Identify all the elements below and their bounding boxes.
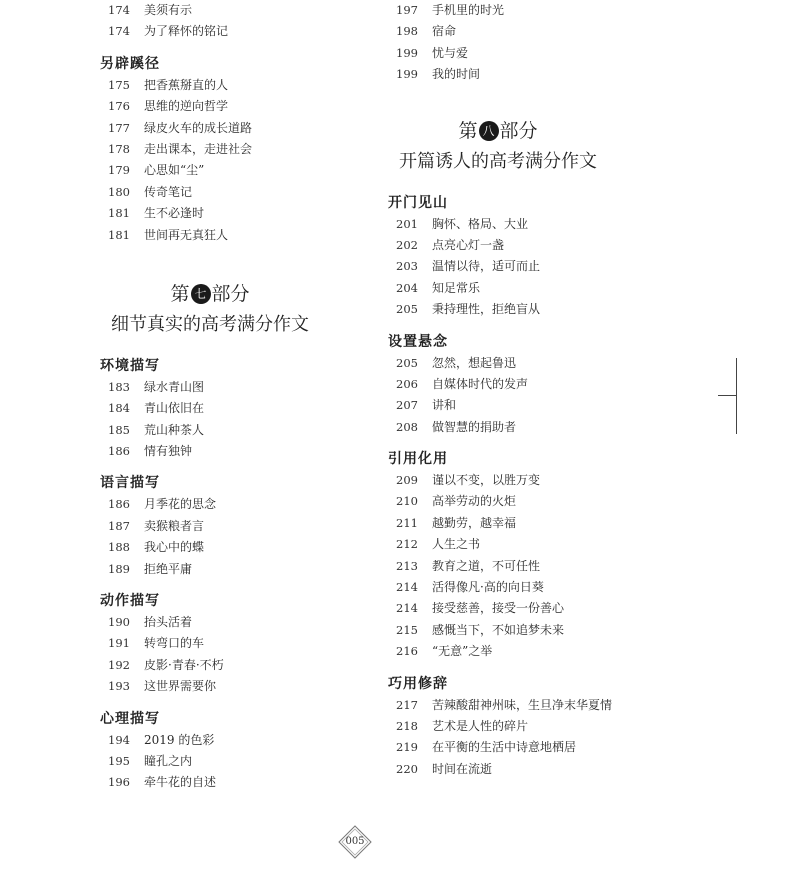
toc-title: 越勤劳，越幸福 [432, 515, 517, 530]
toc-page-number: 219 [396, 740, 418, 755]
toc-entry[interactable] [100, 225, 400, 246]
toc-page-number: 183 [108, 379, 130, 394]
section-heading: 环境描写 [100, 357, 160, 374]
toc-page-number: 187 [108, 518, 130, 533]
toc-title: 自媒体时代的发声 [432, 376, 529, 391]
toc-title: 绿水青山图 [144, 379, 205, 394]
toc-page-number: 195 [108, 753, 130, 768]
toc-title: 高举劳动的火炬 [432, 494, 517, 509]
toc-entry[interactable] [100, 655, 400, 676]
toc-page-number: 201 [396, 216, 418, 231]
toc-title: 谨以不变，以胜万变 [432, 473, 541, 488]
part-number-badge: 七 [191, 284, 211, 304]
toc-page-number: 204 [396, 280, 418, 295]
toc-title: 讲和 [432, 398, 457, 413]
toc-title: 绿皮火车的成长道路 [144, 120, 253, 135]
toc-page-number: 180 [108, 184, 130, 199]
toc-title: 为了释怀的铭记 [144, 24, 229, 39]
toc-title: 生不必逢时 [144, 206, 205, 221]
toc-page-number: 218 [396, 718, 418, 733]
toc-page-number: 179 [108, 163, 130, 178]
toc-top-entries-right [388, 0, 688, 86]
toc-entry[interactable] [100, 182, 400, 203]
section-heading: 心理描写 [100, 710, 160, 727]
toc-page-number: 174 [108, 3, 130, 17]
toc-title: 时间在流逝 [432, 761, 493, 776]
part-number-badge: 八 [479, 121, 499, 141]
toc-page-number: 217 [396, 697, 418, 712]
toc-title: “无意”之举 [432, 644, 493, 659]
toc-title: 月季花的思念 [144, 497, 217, 512]
toc-entry[interactable] [388, 491, 688, 512]
toc-title: 抬头活着 [144, 615, 193, 630]
toc-title: 接受慈善，接受一份善心 [432, 601, 565, 616]
toc-title: 青山依旧在 [144, 401, 205, 416]
part-title-seven [94, 278, 326, 340]
toc-title: 2019 的色彩 [144, 732, 215, 747]
toc-title: 拒绝平庸 [144, 561, 193, 576]
toc-entry[interactable] [100, 21, 400, 42]
toc-entry[interactable] [388, 577, 688, 598]
toc-entry[interactable] [388, 235, 688, 256]
toc-entry[interactable] [100, 772, 400, 793]
toc-title: 苦辣酸甜神州味，生旦净末华夏情 [432, 697, 613, 712]
part-subtitle: 开篇诱人的高考满分作文 [399, 150, 597, 172]
toc-top-entries-left [100, 0, 400, 43]
toc-page-number: 197 [396, 3, 418, 17]
toc-entry[interactable] [100, 676, 400, 697]
toc-entry[interactable] [100, 612, 400, 633]
toc-entry[interactable] [388, 299, 688, 320]
toc-title: 感慨当下，不如追梦未来 [432, 622, 565, 637]
toc-page-number: 215 [396, 622, 418, 637]
section-heading: 语言描写 [100, 475, 160, 492]
toc-page-number: 208 [396, 419, 418, 434]
toc-title: 把香蕉掰直的人 [144, 77, 229, 92]
toc-title: 传奇笔记 [144, 184, 193, 199]
toc-title: 秉持理性，拒绝盲从 [432, 302, 541, 317]
toc-entry[interactable] [388, 0, 688, 21]
toc-title: 艺术是人性的碎片 [432, 718, 529, 733]
toc-page-number: 184 [108, 401, 130, 416]
toc-title: 点亮心灯一盏 [432, 237, 505, 252]
toc-section-qiaoyongxiuci [388, 669, 688, 781]
toc-title: 心思如“尘” [144, 163, 205, 178]
toc-page-number: 191 [108, 636, 130, 651]
toc-entry[interactable] [388, 214, 688, 235]
toc-page-number: 199 [396, 67, 418, 82]
section-heading: 引用化用 [388, 451, 448, 468]
toc-entry[interactable] [388, 353, 688, 374]
toc-title: 卖猴粮者言 [144, 518, 205, 533]
toc-section-xinlimiaoxie [100, 704, 400, 794]
page-number-badge [338, 825, 372, 859]
toc-page-number: 203 [396, 259, 418, 274]
section-heading: 开门见山 [388, 194, 448, 211]
crop-mark-horizontal [718, 395, 737, 396]
toc-title: 思维的逆向哲学 [144, 99, 229, 114]
toc-entry[interactable] [388, 64, 688, 85]
toc-entry[interactable] [388, 256, 688, 277]
toc-title: 荒山种茶人 [144, 422, 205, 437]
section-heading: 另辟蹊径 [100, 55, 160, 72]
toc-page-number: 174 [108, 24, 130, 39]
toc-entry[interactable] [100, 559, 400, 580]
toc-section-dongzuomiaoxie [100, 586, 400, 698]
toc-page-number: 212 [396, 537, 418, 552]
toc-title: 温情以待，适可而止 [432, 259, 541, 274]
toc-title: 在平衡的生活中诗意地栖居 [432, 740, 577, 755]
toc-page-number: 178 [108, 141, 130, 156]
toc-page-number: 186 [108, 497, 130, 512]
toc-entry[interactable] [100, 139, 400, 160]
toc-title: 皮影·青春·不朽 [144, 657, 224, 672]
toc-title: 情有独钟 [144, 444, 193, 459]
toc-page-number: 177 [108, 120, 130, 135]
toc-page-number: 185 [108, 422, 130, 437]
toc-page-number: 196 [108, 775, 130, 790]
toc-title: 我心中的蝶 [144, 540, 205, 555]
toc-page-number: 188 [108, 540, 130, 555]
toc-section-shezhixuannian [388, 327, 688, 439]
toc-page-number: 205 [396, 302, 418, 317]
toc-page-number: 193 [108, 679, 130, 694]
toc-page-number: 214 [396, 601, 418, 616]
toc-entry[interactable] [100, 730, 400, 751]
toc-title: 活得像凡·高的向日葵 [432, 580, 544, 595]
toc-section-lingpixijing [100, 49, 400, 246]
toc-entry[interactable] [100, 398, 400, 419]
part-label [382, 115, 614, 147]
part-suffix: 部分 [211, 282, 250, 305]
toc-entry[interactable] [388, 395, 688, 416]
toc-page-number: 205 [396, 355, 418, 370]
toc-entry[interactable] [388, 716, 688, 737]
toc-title: 宿命 [432, 24, 457, 39]
toc-section-kaimenjianshan [388, 188, 688, 321]
toc-title: 瞳孔之内 [144, 753, 193, 768]
toc-title: 教育之道，不可任性 [432, 558, 541, 573]
toc-entry[interactable] [100, 751, 400, 772]
toc-page-number: 199 [396, 45, 418, 60]
crop-mark-vertical [736, 358, 737, 434]
toc-page-number: 176 [108, 99, 130, 114]
toc-section-yinyonghuayong [388, 444, 688, 663]
toc-entry[interactable] [388, 759, 688, 780]
toc-entry[interactable] [100, 420, 400, 441]
toc-entry[interactable] [388, 641, 688, 662]
toc-title: 我的时间 [432, 67, 481, 82]
toc-page-number: 214 [396, 580, 418, 595]
toc-entry[interactable] [388, 620, 688, 641]
toc-entry[interactable] [100, 160, 400, 181]
toc-page-number: 213 [396, 558, 418, 573]
toc-entry[interactable] [100, 633, 400, 654]
toc-title: 做智慧的捐助者 [432, 419, 517, 434]
toc-entry[interactable] [388, 417, 688, 438]
toc-page-number: 202 [396, 237, 418, 252]
toc-entry[interactable] [388, 598, 688, 619]
toc-title: 人生之书 [432, 537, 481, 552]
toc-entry[interactable] [100, 0, 400, 21]
toc-entry[interactable] [100, 203, 400, 224]
toc-entry[interactable] [388, 470, 688, 491]
toc-title: 美须有示 [144, 3, 193, 17]
part-title-eight [382, 115, 614, 177]
toc-entry[interactable] [388, 737, 688, 758]
toc-page-number: 186 [108, 444, 130, 459]
toc-entry[interactable] [100, 537, 400, 558]
toc-page-number: 190 [108, 615, 130, 630]
part-label [94, 278, 326, 310]
toc-entry[interactable] [100, 494, 400, 515]
toc-page-number: 198 [396, 24, 418, 39]
toc-page-number: 220 [396, 761, 418, 776]
toc-title: 世间再无真狂人 [144, 227, 229, 242]
toc-page-number: 189 [108, 561, 130, 576]
toc-entry[interactable] [388, 513, 688, 534]
toc-page-number: 206 [396, 376, 418, 391]
toc-page-number: 210 [396, 494, 418, 509]
toc-page-number: 211 [396, 515, 418, 530]
toc-entry[interactable] [100, 96, 400, 117]
toc-title: 忧与爱 [432, 45, 469, 60]
toc-entry[interactable] [100, 377, 400, 398]
toc-title: 手机里的时光 [432, 3, 505, 17]
part-suffix: 部分 [499, 119, 538, 142]
toc-page-number: 207 [396, 398, 418, 413]
toc-title: 走出课本，走进社会 [144, 141, 253, 156]
part-subtitle: 细节真实的高考满分作文 [111, 313, 309, 335]
toc-entry[interactable] [388, 43, 688, 64]
part-prefix: 第 [458, 119, 478, 142]
toc-page-number: 181 [108, 227, 130, 242]
toc-entry[interactable] [388, 21, 688, 42]
toc-entry[interactable] [388, 278, 688, 299]
toc-left-column [100, 0, 400, 794]
toc-title: 这世界需要你 [144, 679, 217, 694]
page-number: 005 [345, 836, 365, 847]
toc-title: 转弯口的车 [144, 636, 205, 651]
toc-page-number: 175 [108, 77, 130, 92]
toc-page-number: 209 [396, 473, 418, 488]
toc-title: 忽然，想起鲁迅 [432, 355, 517, 370]
toc-entry[interactable] [100, 516, 400, 537]
part-prefix: 第 [170, 282, 190, 305]
toc-entry[interactable] [100, 118, 400, 139]
toc-entry[interactable] [388, 374, 688, 395]
toc-entry[interactable] [388, 695, 688, 716]
toc-entry[interactable] [388, 534, 688, 555]
toc-section-yuyanmiaoxie [100, 468, 400, 580]
toc-title: 牵牛花的自述 [144, 775, 217, 790]
toc-section-huanjingmiaoxie [100, 351, 400, 463]
section-heading: 巧用修辞 [388, 675, 448, 692]
toc-title: 知足常乐 [432, 280, 481, 295]
toc-right-column [388, 0, 688, 780]
toc-entry[interactable] [100, 441, 400, 462]
section-heading: 设置悬念 [388, 333, 448, 350]
section-heading: 动作描写 [100, 593, 160, 610]
toc-page-number: 216 [396, 644, 418, 659]
toc-entry[interactable] [100, 75, 400, 96]
toc-page-number: 192 [108, 657, 130, 672]
toc-title: 胸怀、格局、大业 [432, 216, 529, 231]
toc-page-number: 194 [108, 732, 130, 747]
toc-page-number: 181 [108, 206, 130, 221]
toc-entry[interactable] [388, 556, 688, 577]
